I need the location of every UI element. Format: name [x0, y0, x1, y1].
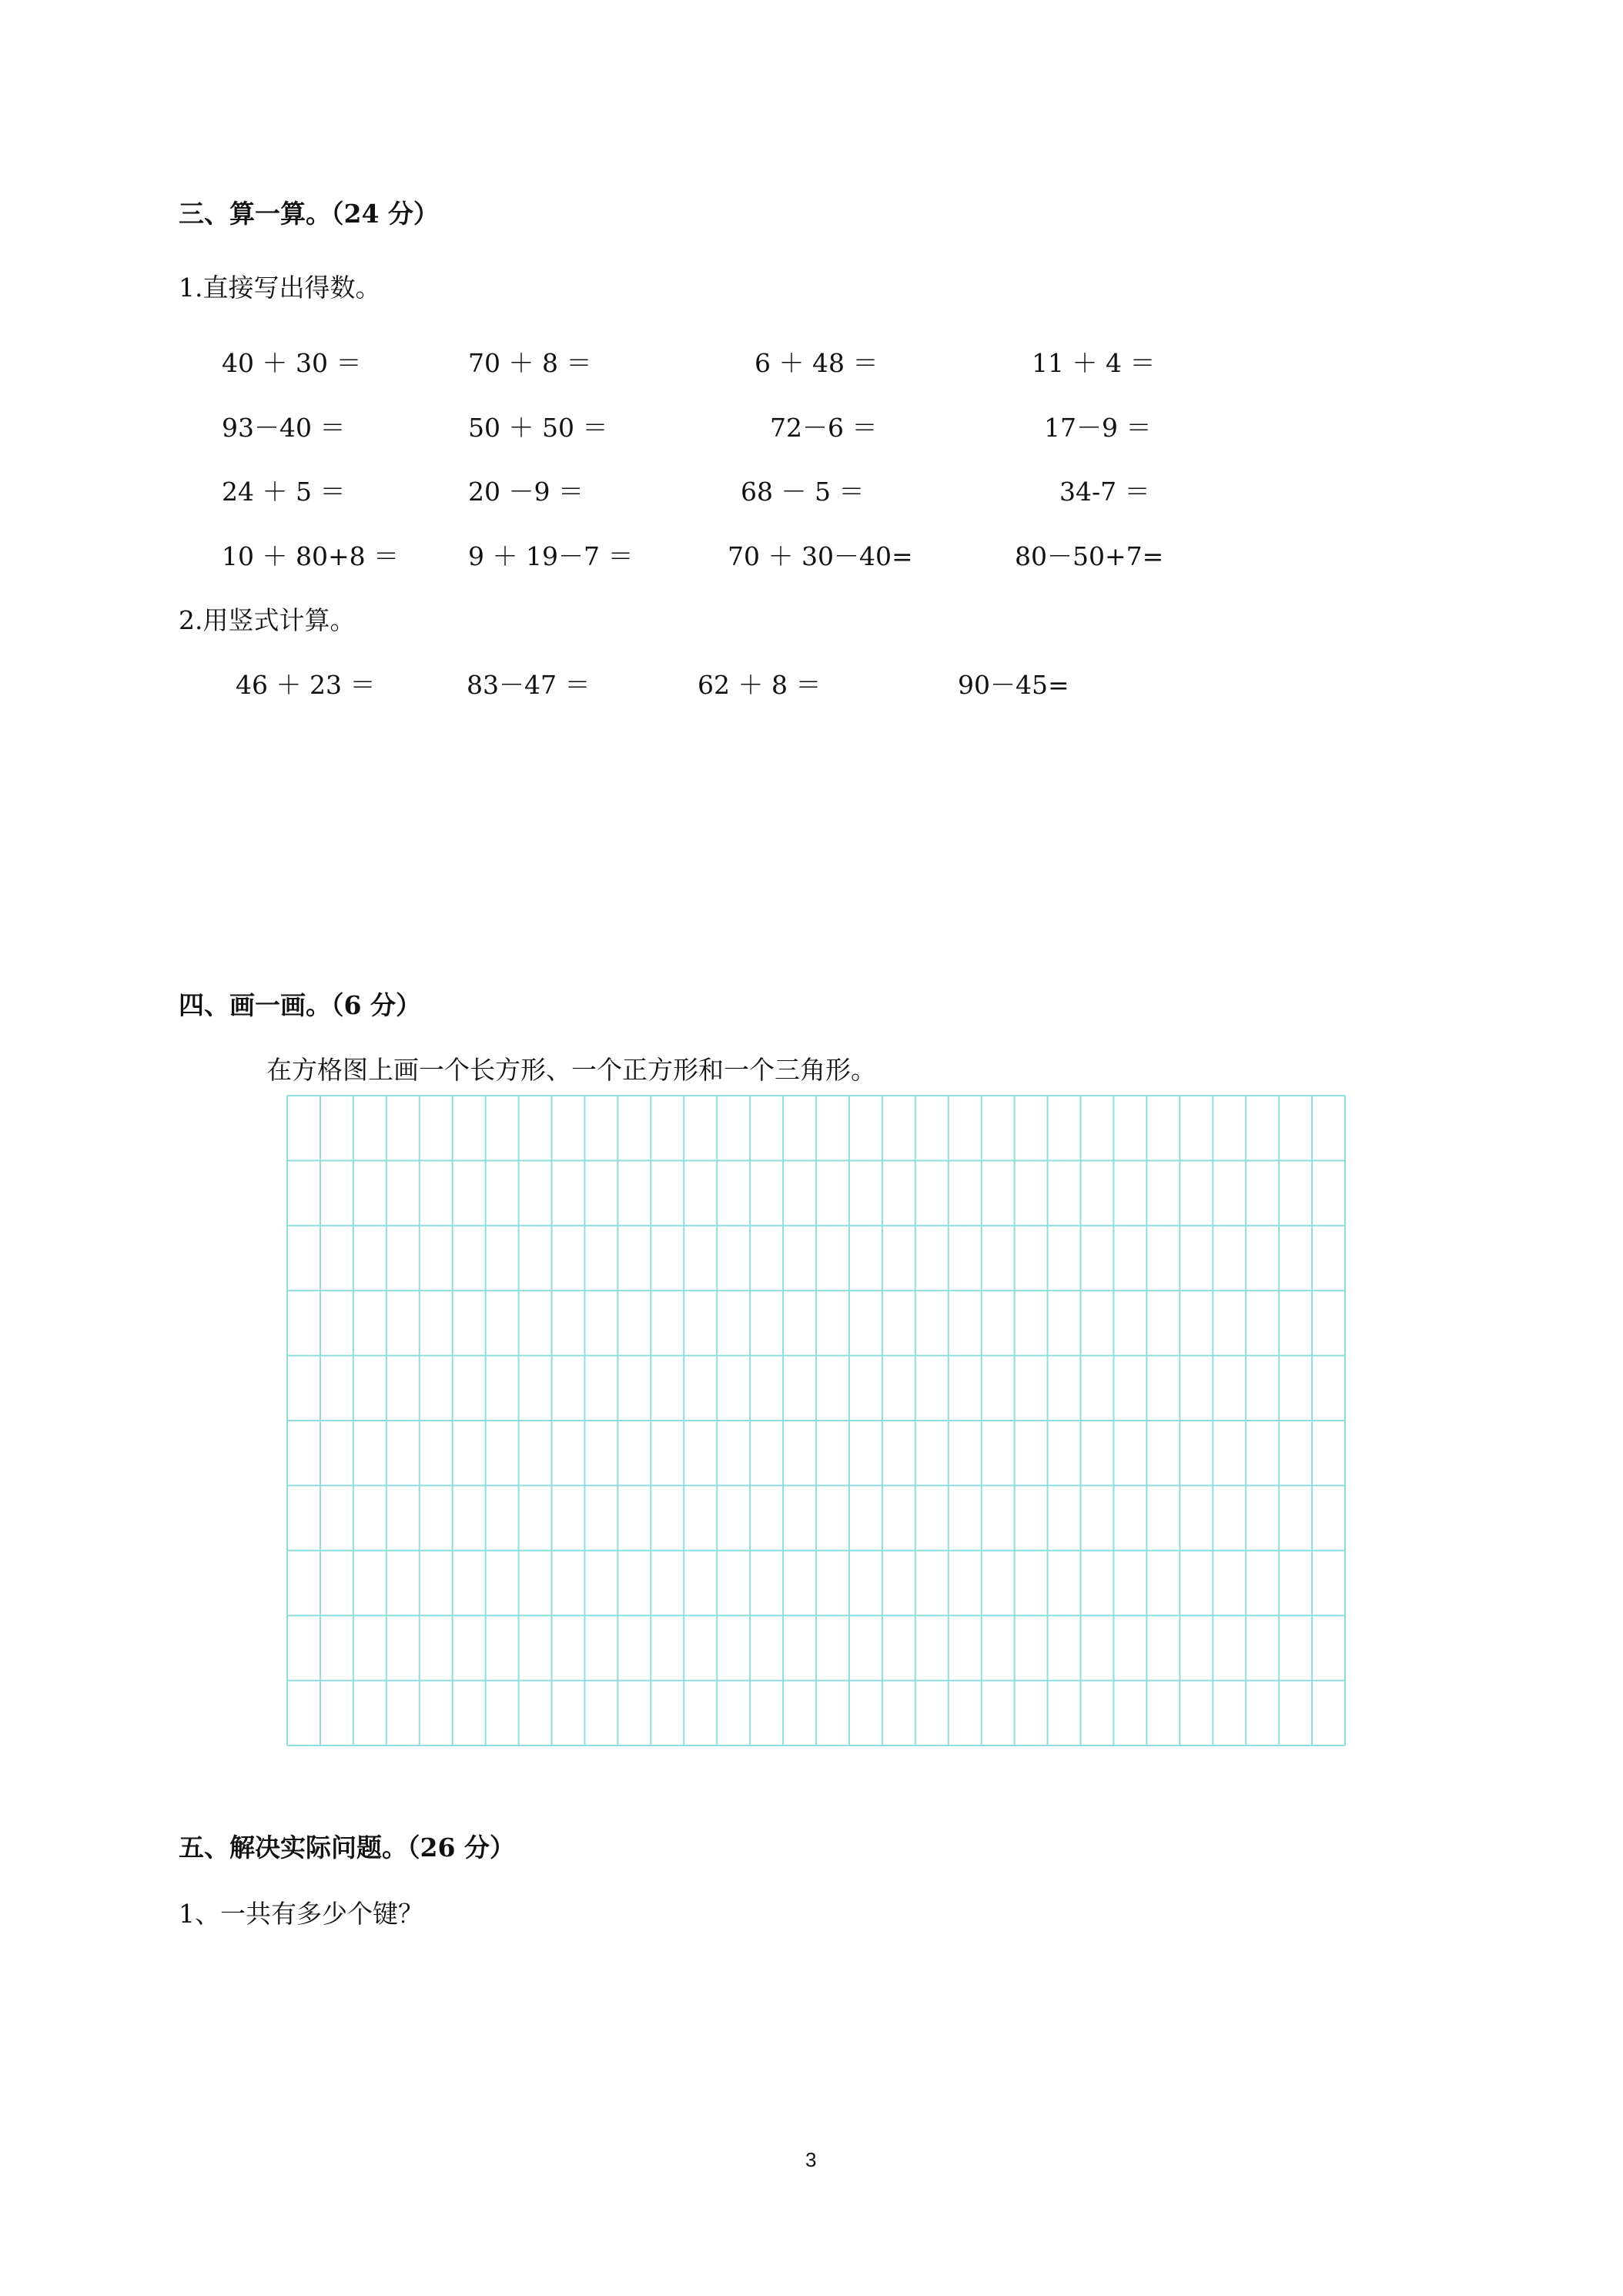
equation: 9 ＋ 19－7 ＝ — [468, 541, 634, 571]
page-number: 3 — [805, 2148, 817, 2171]
equation: 70 ＋ 8 ＝ — [468, 348, 592, 378]
equation: 17－9 ＝ — [1044, 413, 1152, 443]
equation: 70 ＋ 30－40= — [728, 541, 913, 571]
vertical-problem: 90－45= — [958, 670, 1069, 700]
question-1: 1、一共有多少个键？ — [179, 1899, 423, 1929]
equation: 6 ＋ 48 ＝ — [755, 348, 878, 378]
equation: 34-7 ＝ — [1059, 477, 1150, 507]
equation: 40 ＋ 30 ＝ — [222, 348, 362, 378]
section-4-heading: 四、画一画。（6 分） — [179, 990, 421, 1020]
drawing-instruction: 在方格图上画一个长方形、一个正方形和一个三角形。 — [266, 1055, 876, 1085]
equation: 10 ＋ 80+8 ＝ — [222, 541, 400, 571]
drawing-grid[interactable] — [286, 1095, 1346, 1746]
equation: 93－40 ＝ — [222, 413, 346, 443]
section-5-heading: 五、解决实际问题。（26 分） — [179, 1832, 515, 1863]
equation: 68 － 5 ＝ — [741, 477, 865, 507]
section-3-heading: 三、算一算。（24 分） — [179, 199, 439, 229]
equation: 11 ＋ 4 ＝ — [1032, 348, 1156, 378]
equation: 20 －9 ＝ — [468, 477, 584, 507]
equation: 50 ＋ 50 ＝ — [468, 413, 608, 443]
equation: 80－50+7= — [1015, 541, 1164, 571]
part2-label: 2.用竖式计算。 — [179, 605, 356, 635]
vertical-problem: 46 ＋ 23 ＝ — [236, 670, 376, 700]
equation: 72－6 ＝ — [770, 413, 878, 443]
part1-label: 1.直接写出得数。 — [179, 273, 381, 303]
vertical-problem: 83－47 ＝ — [467, 670, 591, 700]
vertical-problem: 62 ＋ 8 ＝ — [698, 670, 822, 700]
equation: 24 ＋ 5 ＝ — [222, 477, 346, 507]
